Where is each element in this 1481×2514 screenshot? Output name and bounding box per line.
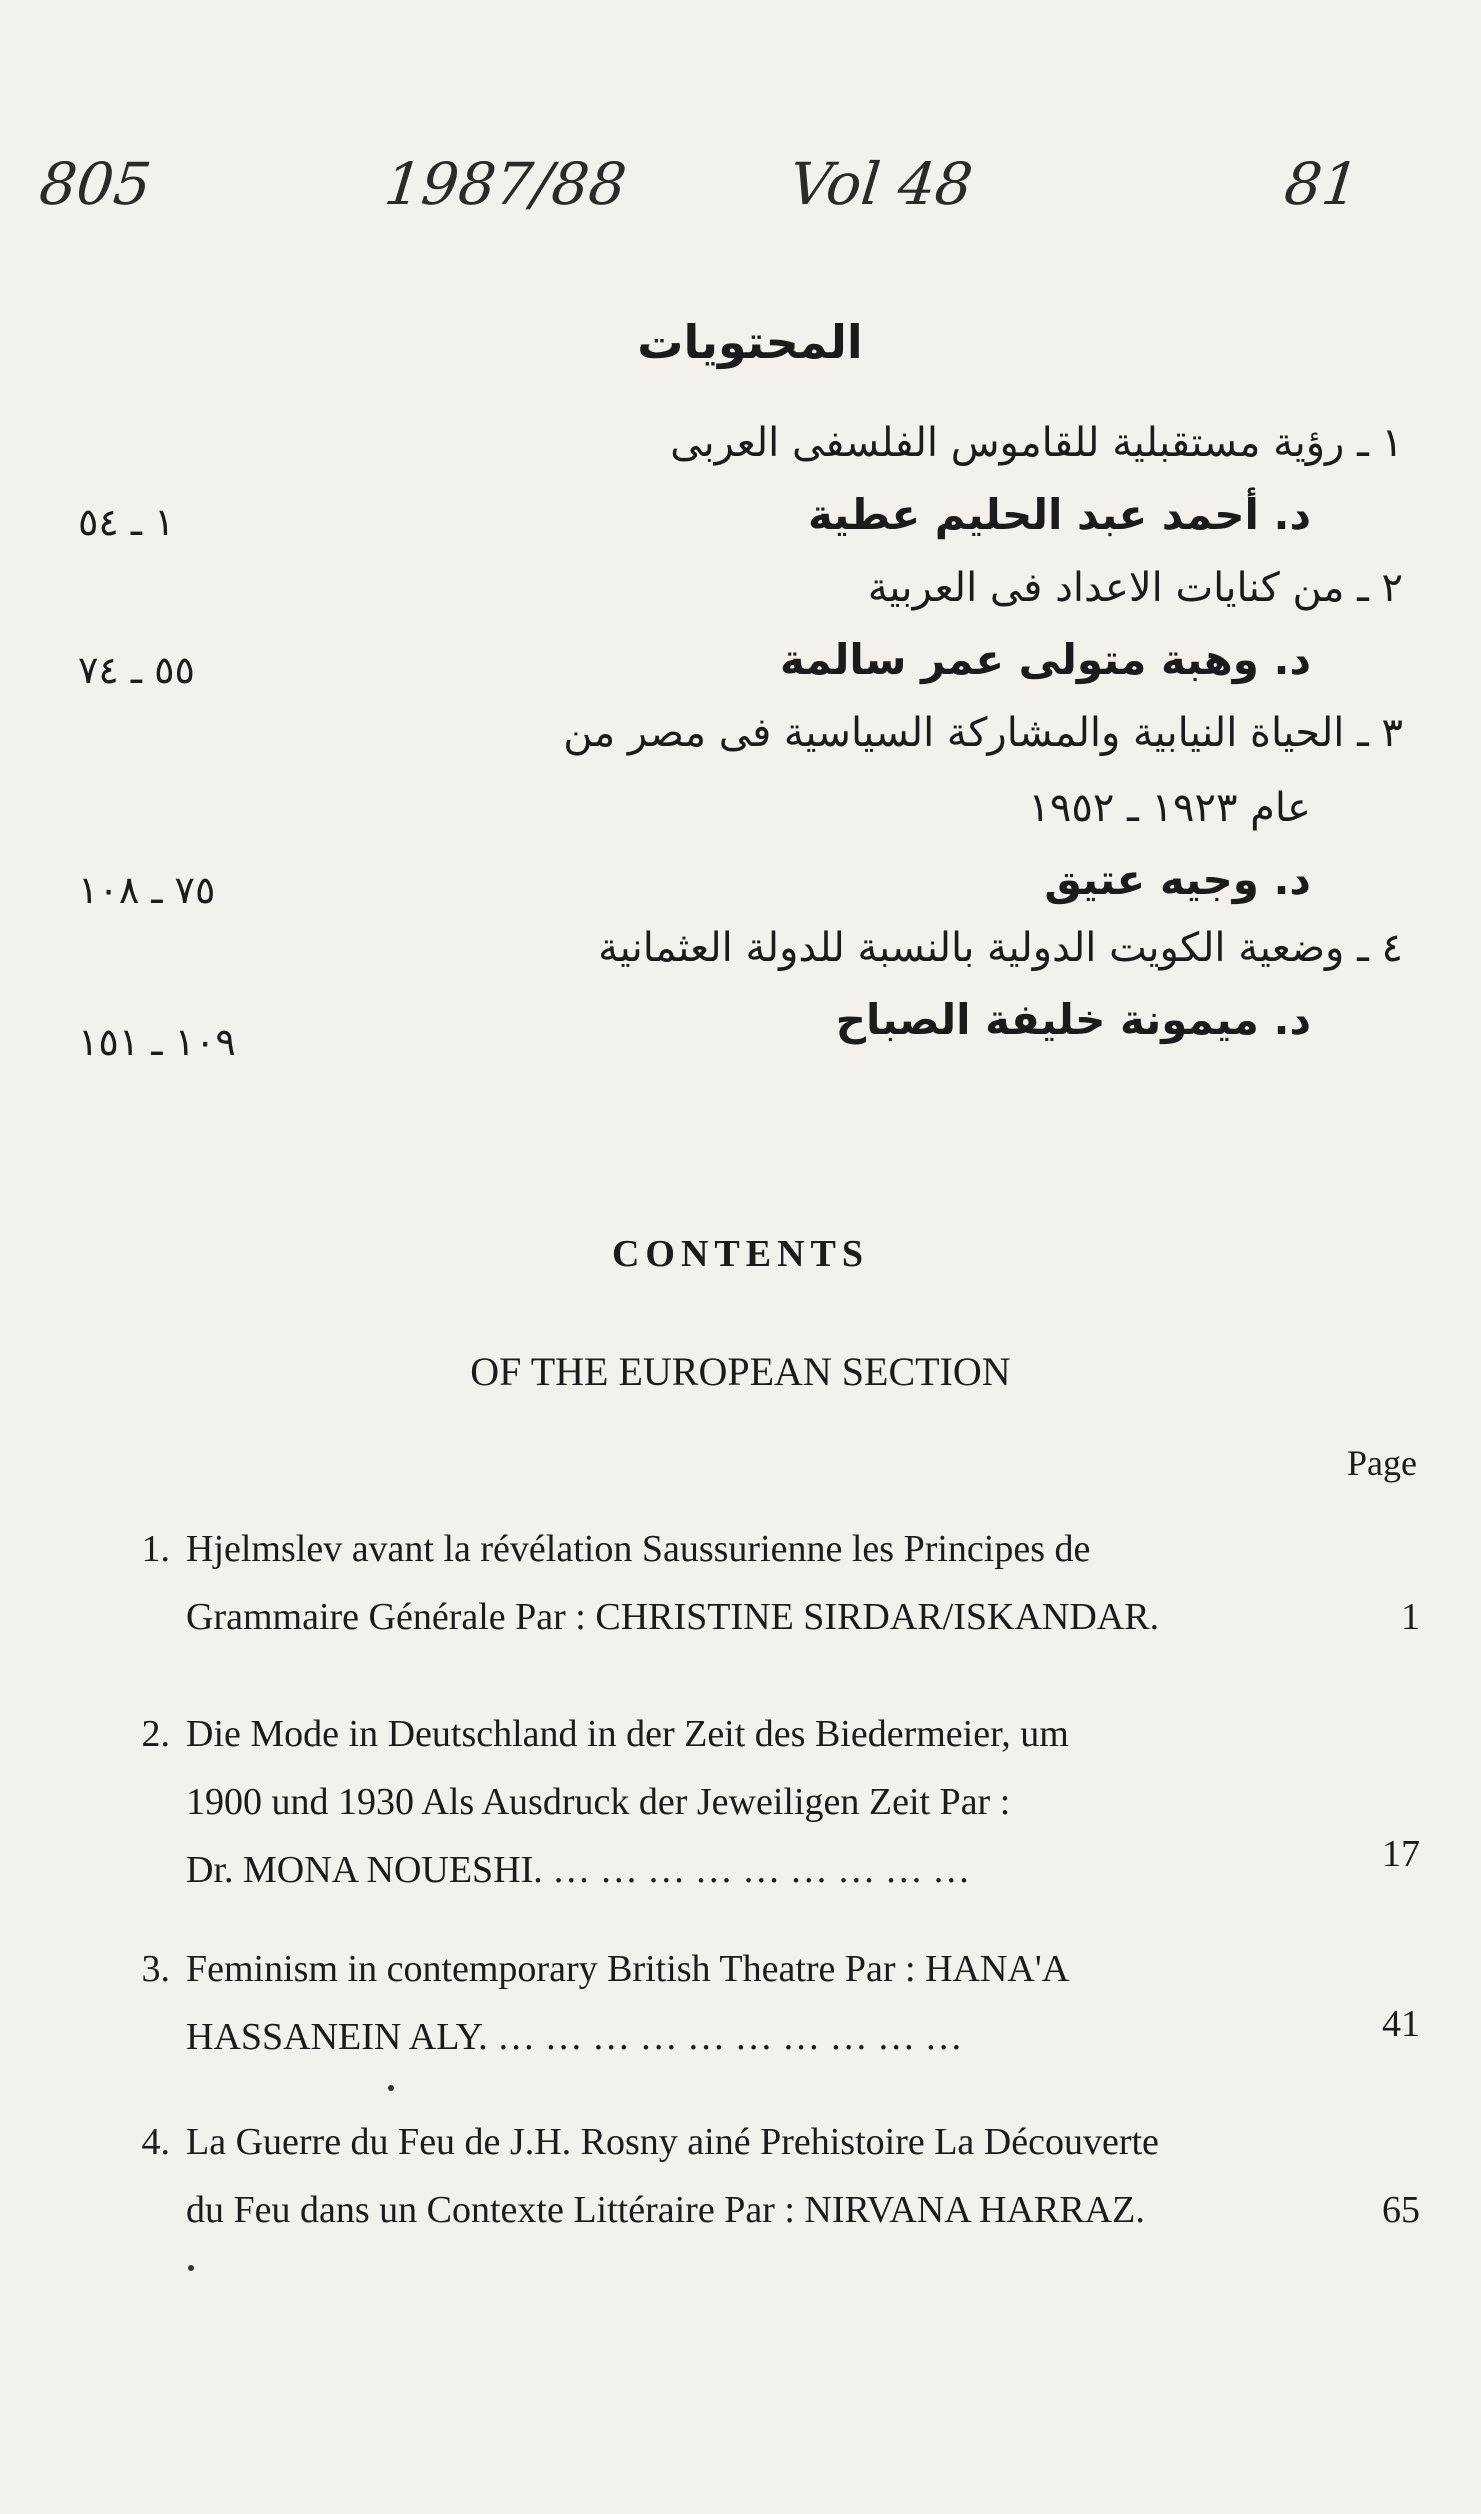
entry-line: Hjelmslev avant la révélation Saussurienne les Principes de — [186, 1528, 1091, 1570]
handwritten-number-right: 81 — [1281, 150, 1363, 218]
entry-number: 4. — [141, 2121, 170, 2163]
entry-line: Grammaire Générale Par : CHRISTINE SIRDAR/ISKANDAR. — [186, 1596, 1160, 1638]
entry-line: du Feu dans un Contexte Littéraire Par : NIRVANA HARRAZ. — [186, 2189, 1145, 2231]
contents-entry — [100, 1700, 1420, 1910]
arabic-entry-title: ١ ـ رؤية مستقبلية للقاموس الفلسفى العربى — [670, 420, 1403, 466]
arabic-entry-author: د. وهبة متولى عمر سالمة — [779, 635, 1311, 684]
entry-line: Dr. MONA NOUESHI. … … … … … … … … … — [186, 1849, 971, 1891]
contents-entry — [100, 1935, 1420, 2075]
contents-entry — [100, 1515, 1420, 1655]
entry-text — [186, 2108, 1336, 2244]
page-column-label: Page — [1347, 1443, 1417, 1483]
entry-page: 17 — [1382, 1833, 1420, 1875]
handwritten-volume: Vol 48 — [786, 150, 976, 218]
entry-text — [186, 1700, 1336, 1904]
entry-page: 1 — [1401, 1596, 1420, 1638]
handwritten-number-left: 805 — [36, 150, 155, 218]
entry-number: 1. — [141, 1528, 170, 1570]
arabic-entry-title-continued: عام ١٩٢٣ ـ ١٩٥٢ — [1028, 785, 1311, 831]
arabic-entry-pages: ١٠٩ ـ ١٥١ — [78, 1020, 236, 1064]
entry-text — [186, 1515, 1336, 1651]
arabic-entry-pages: ٧٥ ـ ١٠٨ — [78, 868, 216, 912]
arabic-entry-pages: ١ ـ ٥٤ — [78, 500, 175, 544]
arabic-contents-title: المحتويات — [637, 315, 863, 369]
arabic-entry-author: د. ميمونة خليفة الصباح — [835, 995, 1311, 1044]
entry-number: 2. — [141, 1713, 170, 1755]
handwritten-year: 1987/88 — [381, 150, 630, 218]
entry-line: 1900 und 1930 Als Ausdruck der Jeweiligen Zeit Par : — [186, 1781, 1011, 1823]
entry-text — [186, 1935, 1336, 2071]
entry-page: 65 — [1382, 2189, 1420, 2231]
arabic-entry-pages: ٥٥ ـ ٧٤ — [78, 648, 195, 692]
contents-entry — [100, 2108, 1420, 2248]
entry-line: La Guerre du Feu de J.H. Rosny ainé Prehistoire La Découverte — [186, 2121, 1159, 2163]
ink-speck — [188, 2265, 194, 2271]
arabic-entry-title: ٢ ـ من كنايات الاعداد فى العربية — [867, 565, 1403, 611]
arabic-entry-author: د. وجيه عتيق — [1044, 855, 1311, 904]
entry-number: 3. — [141, 1948, 170, 1990]
arabic-entry-author: د. أحمد عبد الحليم عطية — [807, 490, 1311, 539]
entry-line: HASSANEIN ALY. … … … … … … … … … … — [186, 2016, 963, 2058]
arabic-entry-title: ٣ ـ الحياة النيابية والمشاركة السياسية فى مصر من — [563, 710, 1403, 756]
arabic-entry-title: ٤ ـ وضعية الكويت الدولية بالنسبة للدولة العثمانية — [598, 925, 1403, 971]
entry-line: Die Mode in Deutschland in der Zeit des Biedermeier, um — [186, 1713, 1069, 1755]
entry-line: Feminism in contemporary British Theatre Par : HANA'A — [186, 1948, 1070, 1990]
entry-page: 41 — [1382, 2003, 1420, 2045]
european-section-subheading: OF THE EUROPEAN SECTION — [470, 1349, 1011, 1394]
ink-speck — [388, 2085, 394, 2091]
contents-heading: CONTENTS — [611, 1233, 870, 1275]
